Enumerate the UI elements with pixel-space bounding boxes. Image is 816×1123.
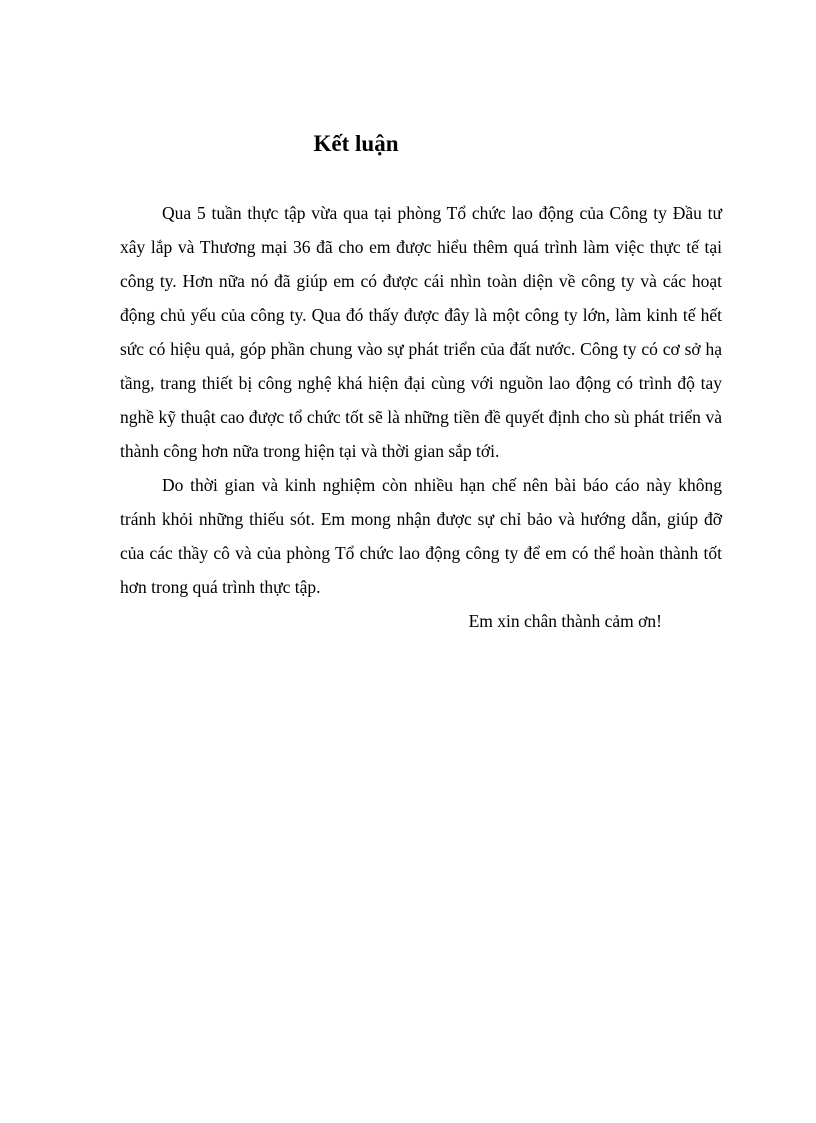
closing-thanks: Em xin chân thành cảm ơn! <box>468 611 662 631</box>
paragraph-apology: Do thời gian và kinh nghiệm còn nhiều hạn chế nên bài báo cáo này không tránh khỏi những thiếu sót. Em mong nhận được sự chỉ bảo và hướng dẫn, giúp đỡ của các thầy cô và của phòng Tổ chức lao động công ty để em có thể hoàn thành tốt hơn trong quá trình thực tập. <box>120 475 722 597</box>
paragraph-summary: Qua 5 tuần thực tập vừa qua tại phòng Tổ chức lao động của Công ty Đầu tư xây lắp và Thương mại 36 đã cho em được hiểu thêm quá trình làm việc thực tế tại công ty. Hơn nữa nó đã giúp em có được cái nhìn toàn diện về công ty và các hoạt động chủ yếu của công ty. Qua đó thấy được đây là một công ty lớn, làm kinh tế hết sức có hiệu quả, góp phần chung vào sự phát triển của đất nước. Công ty có cơ sở hạ tầng, trang thiết bị công nghệ khá hiện đại cùng với nguồn lao động có trình độ tay nghề kỹ thuật cao được tổ chức tốt sẽ là những tiền đề quyết định cho sù phát triển và thành công hơn nữa trong hiện tại và thời gian sắp tới. <box>120 203 722 461</box>
page-title: Kết luận <box>313 131 399 156</box>
document-body <box>120 196 722 638</box>
